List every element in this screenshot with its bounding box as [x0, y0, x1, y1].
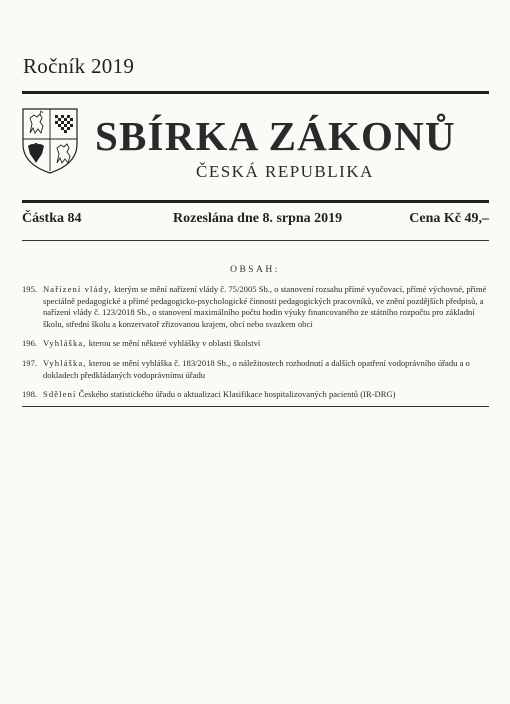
item-number: 195. [22, 284, 38, 294]
issue-info-row [22, 211, 489, 231]
issue-rule [22, 240, 489, 241]
list-item [22, 284, 489, 330]
top-rule [22, 91, 489, 94]
list-item [22, 389, 489, 401]
contents-bottom-rule [22, 406, 489, 407]
list-item [22, 338, 489, 350]
gazette-title: SBÍRKA ZÁKONŮ [95, 113, 456, 159]
table-of-contents [22, 284, 489, 409]
item-type: Vyhláška, [43, 357, 87, 368]
item-text: kterou se mění některé vyhlášky v oblasti školství [86, 338, 261, 349]
contents-heading: OBSAH: [230, 265, 280, 275]
item-type: Vyhláška, [43, 338, 87, 349]
list-item [22, 358, 489, 381]
item-type: Sdělení [43, 389, 77, 400]
distribution-date: Rozeslána dne 8. srpna 2019 [173, 211, 343, 226]
item-text: kterou se mění vyhláška č. 183/2018 Sb., o náležitostech rozhodnutí a dalších opatření vodoprávního úřadu a o dokladech předkládaných vodoprávnímu úřadu [43, 357, 470, 380]
item-text: Českého statistického úřadu o aktualizaci Klasifikace hospitalizovaných pacientů (IR-DRG) [76, 389, 396, 400]
item-number: 196. [22, 338, 38, 349]
state-emblem-icon [22, 108, 78, 174]
year-label: Ročník 2019 [23, 54, 135, 78]
header-rule [22, 200, 489, 203]
item-number: 197. [22, 357, 38, 368]
part-label: Částka 84 [22, 211, 82, 226]
item-type: Nařízení vlády, [43, 284, 112, 294]
item-text: kterým se mění nařízení vlády č. 75/2005 Sb., o stanovení rozsahu přímé vyučovací, přímé výchovné, přímé speciálně pedagogické a přímé pedagogicko-psychologické činnosti pedagogických pracovníků, ve znění pozdějších předpisů, a nařízení vlády č. 123/2018 Sb., o stanovení maximálního počtu hodin výuky financovaného ze státního rozpočtu pro základní školu, střední školu a konzervatoř zřizovanou krajem, obcí nebo svazkem obcí [43, 284, 487, 329]
price-label: Cena Kč 49,– [409, 211, 489, 226]
item-number: 198. [22, 389, 38, 400]
country-subtitle: ČESKÁ REPUBLIKA [196, 162, 374, 181]
